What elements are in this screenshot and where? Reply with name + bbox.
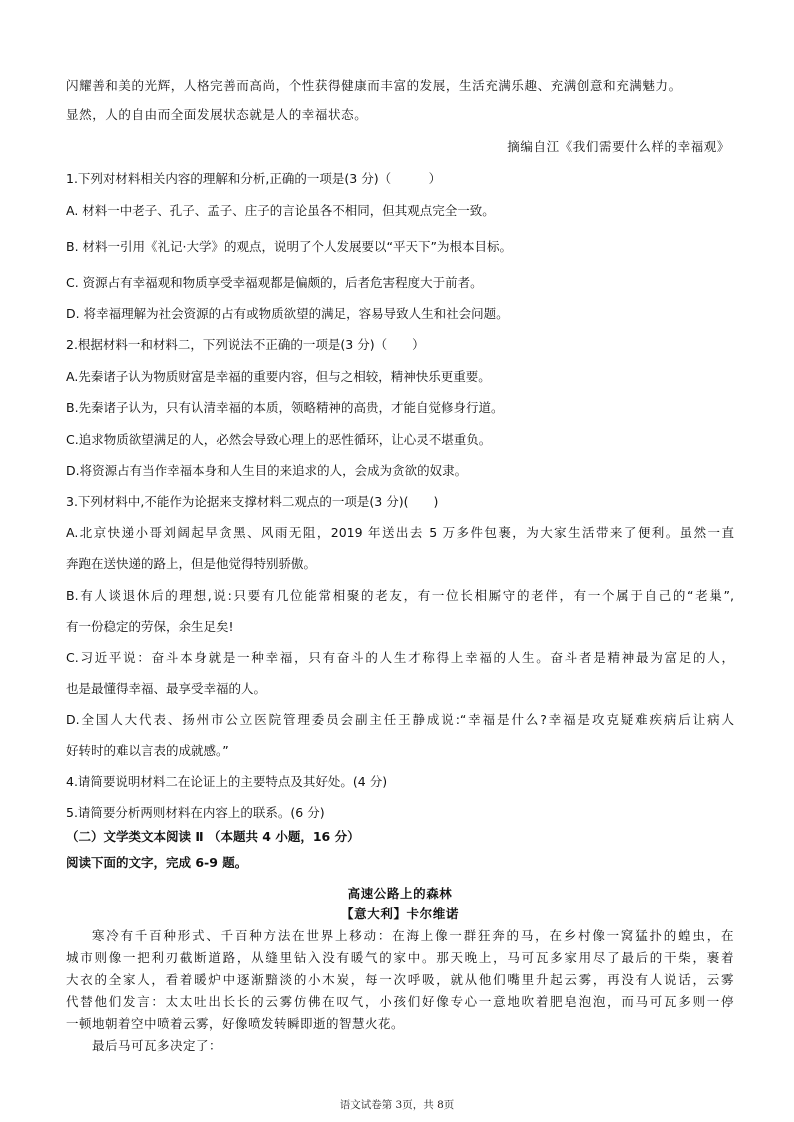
source-citation: 摘编自江《我们需要什么样的幸福观》 (507, 139, 730, 154)
question-1-stem: 1.下列对材料相关内容的理解和分析,正确的一项是(3 分)（ ） (66, 171, 442, 186)
page-footer: 语文试卷第 3页，共 8页 (339, 1099, 455, 1111)
story-title: 高速公路上的森林 (347, 886, 453, 901)
question-3-option-a-line-2: 奔跑在送快递的路上，但是他觉得特别骄傲。 (66, 556, 317, 571)
question-5-stem: 5.请简要分析两则材料在内容上的联系。(6 分) (66, 805, 325, 820)
question-1-option-a: A. 材料一中老子、孔子、孟子、庄子的言论虽各不相同，但其观点完全一致。 (66, 203, 495, 218)
question-2-option-c: C.追求物质欲望满足的人，必然会导致心理上的恶性循环，让心灵不堪重负。 (66, 432, 492, 447)
question-3-option-a-line-1: A.北京快递小哥刘阔起早贪黑、风雨无阻，2019 年送出去 5 万多件包裹，为大家生活带来了便利。虽然一直 (66, 525, 734, 540)
story-paragraph-1-line-1: 寒冷有千百种形式、千百种方法在世界上移动：在海上像一群狂奔的马，在乡村像一窝猛扑的蝗虫，在 (92, 928, 734, 943)
question-1-option-d: D. 将幸福理解为社会资源的占有或物质欲望的满足，容易导致人生和社会问题。 (66, 306, 509, 321)
question-3-option-d-line-2: 好转时的难以言表的成就感。” (66, 743, 229, 758)
intro-line-1: 闪耀善和美的光辉，人格完善而高尚，个性获得健康而丰富的发展，生活充满乐趣、充满创意和充满魅力。 (66, 78, 682, 93)
story-paragraph-1-line-2: 城市则像一把利刃截断道路，从缝里钻入没有暖气的家中。那天晚上，马可瓦多家用尽了最后的干柴，裹着 (66, 950, 734, 965)
question-3-stem: 3.下列材料中,不能作为论据来支撑材料二观点的一项是(3 分)( ) (66, 494, 439, 509)
intro-line-2: 显然，人的自由而全面发展状态就是人的幸福状态。 (66, 107, 368, 122)
question-3-option-c-line-2: 也是最懂得幸福、最享受幸福的人。 (66, 681, 267, 696)
question-2-option-b: B.先秦诸子认为，只有认清幸福的本质，领略精神的高贵，才能自觉修身行道。 (66, 400, 504, 415)
question-1-option-c: C. 资源占有幸福观和物质享受幸福观都是偏颇的，后者危害程度大于前者。 (66, 275, 483, 290)
story-paragraph-1-line-3: 大衣的全家人，看着暖炉中逐渐黯淡的小木炭，每一次呼吸，就从他们嘴里升起云雾，再没有人说话，云雾 (66, 972, 734, 987)
question-2-option-a: A.先秦诸子认为物质财富是幸福的重要内容，但与之相较，精神快乐更重要。 (66, 369, 491, 384)
story-paragraph-1-line-5: 一顿地朝着空中喷着云雾，好像喷发转瞬即逝的智慧火花。 (66, 1016, 405, 1031)
question-1-option-b: B. 材料一引用《礼记·大学》的观点，说明了个人发展要以“平天下”为根本目标。 (66, 239, 512, 254)
section-2-heading: （二）文学类文本阅读 Ⅱ （本题共 4 小题，16 分） (66, 829, 360, 844)
question-2-option-d: D.将资源占有当作幸福本身和人生目的来追求的人，会成为贪欲的奴隶。 (66, 463, 468, 478)
question-3-option-d-line-1: D.全国人大代表、扬州市公立医院管理委员会副主任王静成说:“幸福是什么?幸福是攻克疑难疾病后让病人 (66, 712, 734, 727)
question-3-option-c-line-1: C.习近平说：奋斗本身就是一种幸福，只有奋斗的人生才称得上幸福的人生。奋斗者是精神最为富足的人， (66, 650, 734, 665)
question-2-stem: 2.根据材料一和材料二，下列说法不正确的一项是(3 分)（ ） (66, 337, 425, 352)
question-3-option-b-line-2: 有一份稳定的劳保，余生足矣! (66, 619, 234, 634)
question-3-option-b-line-1: B.有人谈退休后的理想,说:只要有几位能常相聚的老友，有一位长相厮守的老伴，有一个属于自己的“老巢”, (66, 588, 734, 603)
story-paragraph-2: 最后马可瓦多决定了： (92, 1038, 223, 1053)
section-2-instruction: 阅读下面的文字，完成 6-9 题。 (66, 855, 248, 870)
story-paragraph-1-line-4: 代替他们发言：太太吐出长长的云雾仿佛在叹气，小孩们好像专心一意地吹着肥皂泡泡，而马可瓦多则一停 (66, 994, 734, 1009)
story-author: 【意大利】卡尔维诺 (341, 906, 459, 921)
question-4-stem: 4.请简要说明材料二在论证上的主要特点及其好处。(4 分) (66, 774, 388, 789)
